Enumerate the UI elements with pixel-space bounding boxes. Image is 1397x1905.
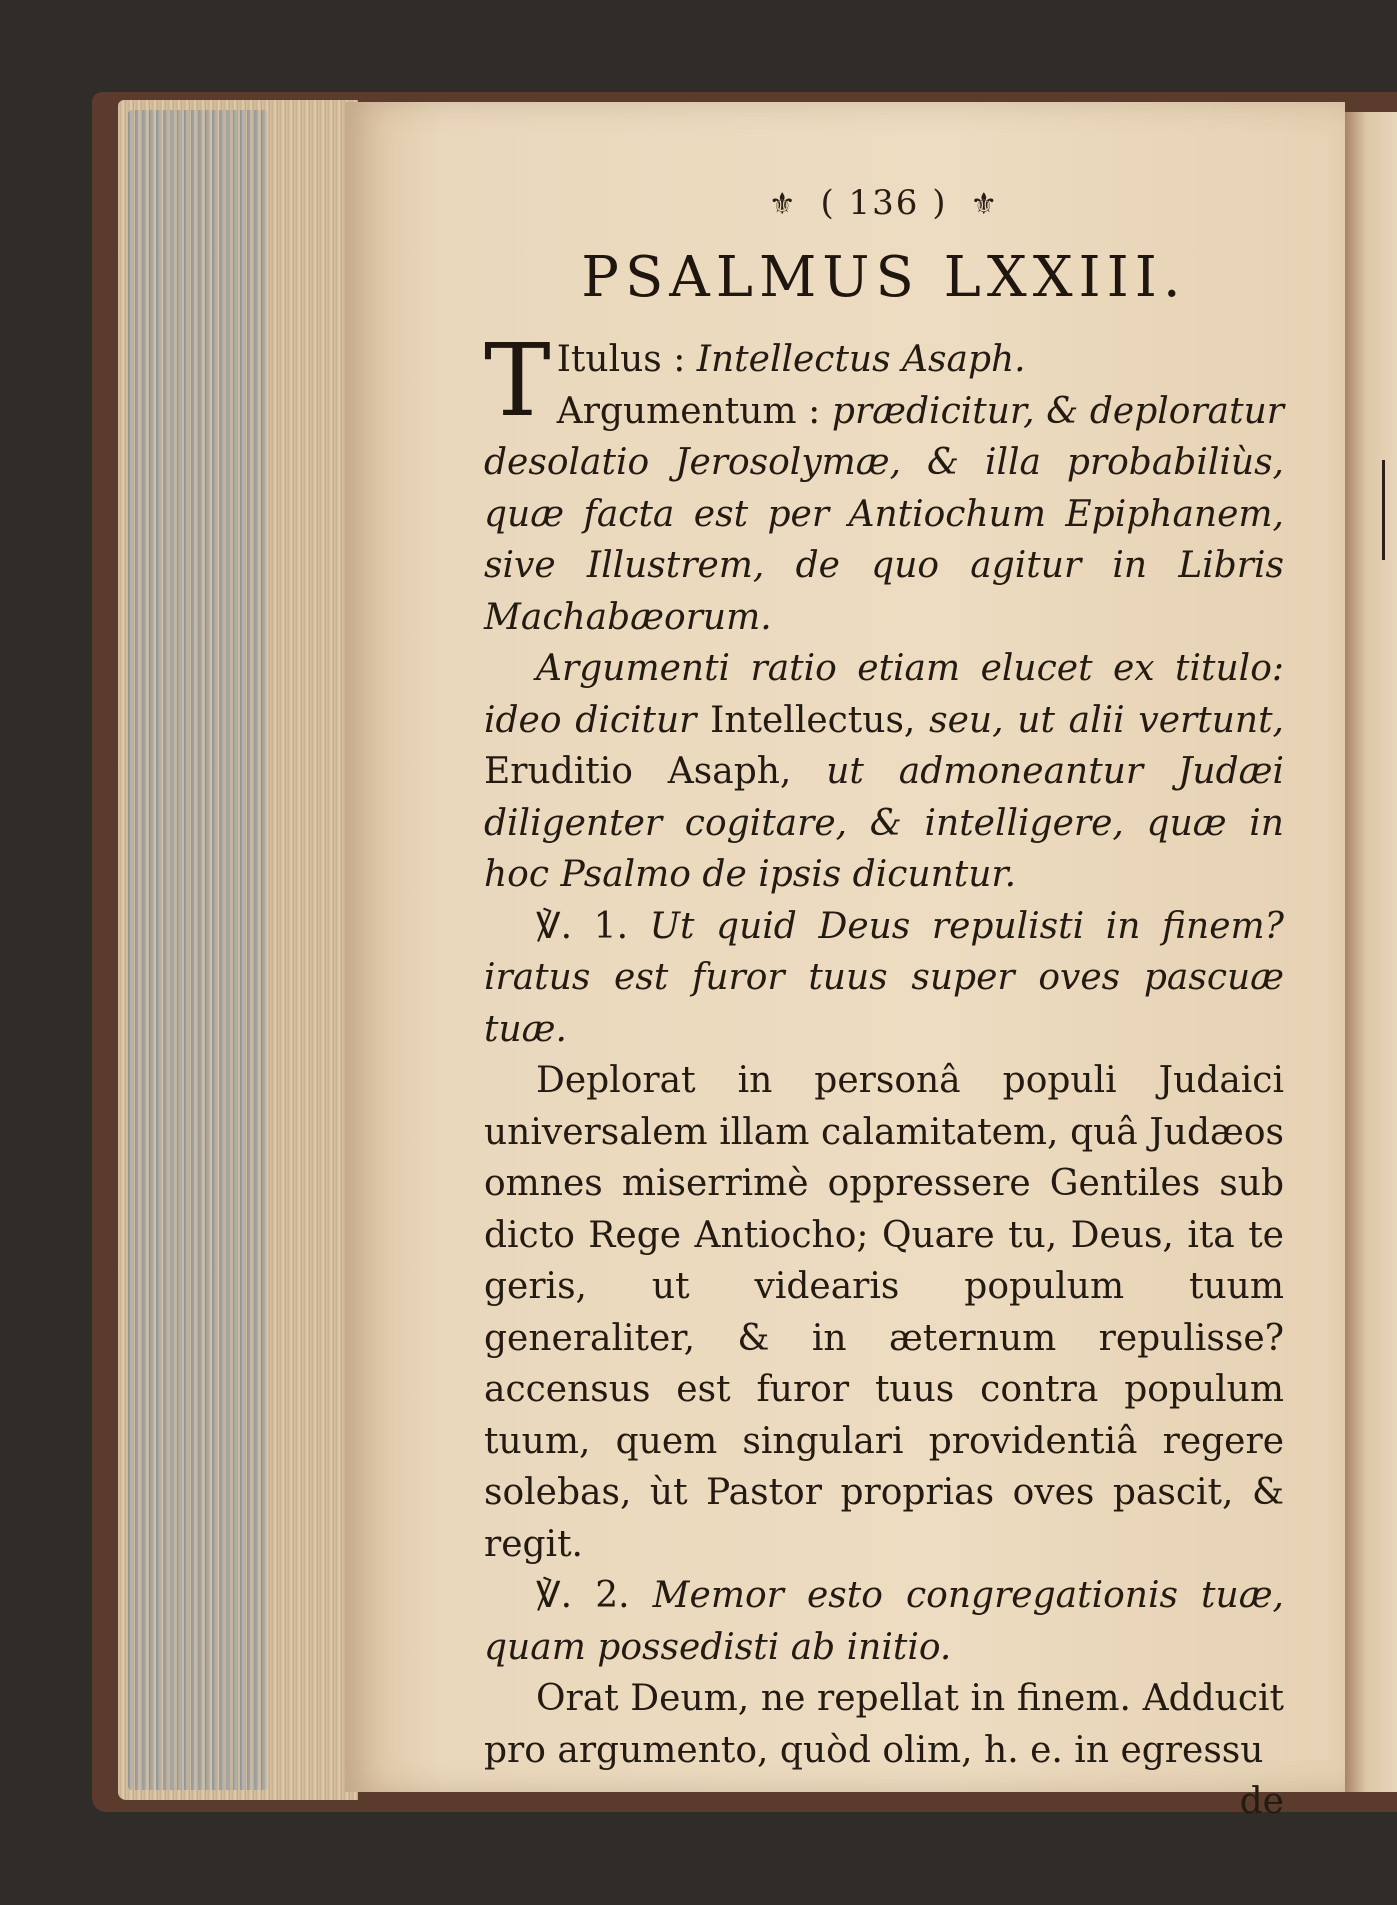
reason-text-d: Eruditio Asaph, (484, 751, 827, 792)
page-edges-tint (128, 110, 268, 1790)
left-ornament-icon: ⚜ (768, 187, 798, 222)
argument-label: Argumentum : (556, 390, 832, 432)
verse-1-text: Ut quid Deus repulisti in finem? iratus est furor tuus super oves pascuæ tuæ. (484, 905, 1284, 1050)
right-ornament-icon: ⚜ (970, 187, 1000, 222)
reason-text-a: Argumenti ratio etiam elucet ex titulo: ideo dicitur (484, 648, 1284, 741)
verse-2-text: Memor esto congregationis tuæ, quam possedisti ab initio. (484, 1575, 1284, 1668)
argument-reason-paragraph (484, 643, 1284, 901)
next-page-edge (1345, 112, 1397, 1792)
page-header (484, 178, 1284, 228)
title-paragraph (484, 322, 1284, 643)
verse-1 (484, 901, 1284, 1056)
reason-text-c: seu, ut alii vertunt, (929, 699, 1284, 741)
title-label: Itulus : (556, 339, 697, 380)
page-text (484, 178, 1284, 1828)
commentary-2: Orat Deum, ne repellat in finem. Adducit pro argumento, quòd olim, h. e. in egressu (484, 1678, 1284, 1771)
drop-cap: T (484, 322, 551, 439)
reason-text-e: ut admoneantur Judæi diligenter cogitare, & intelligere, quæ in hoc Psalmo de ipsis dicuntur. (484, 751, 1284, 895)
commentary-1: Deplorat in personâ populi Judaici universalem illam calamitatem, quâ Judæos omnes miserrimè oppressere Gentiles sub dicto Rege Antiocho; Quare tu, Deus, ita te geris, ut videaris populum tuum generaliter, & in æternum repulisse? accensus est furor tuus contra populum tuum, quem singulari providentiâ regere solebas, ùt Pastor proprias oves pascit, & regit. (484, 1060, 1284, 1565)
verse-2 (484, 1570, 1284, 1673)
psalm-title: PSALMUS LXXIII. (581, 245, 1187, 310)
reason-text-b: Intellectus, (710, 699, 930, 741)
next-page-bracket (1382, 460, 1395, 560)
argument-text: prædicitur, & deploratur desolatio Jerosolymæ, & illa probabiliùs, quæ facta est per Antiochum Epiphanem, sive Illustrem, de quo agitur in Libris Machabæorum. (484, 390, 1284, 638)
catchword: de (1239, 1781, 1284, 1822)
page-number: ( 136 ) (820, 183, 948, 223)
verse-2-number: ℣. 2. (536, 1575, 653, 1616)
title-value: Intellectus Asaph. (696, 339, 1026, 380)
verse-1-number: ℣. 1. (536, 905, 650, 947)
